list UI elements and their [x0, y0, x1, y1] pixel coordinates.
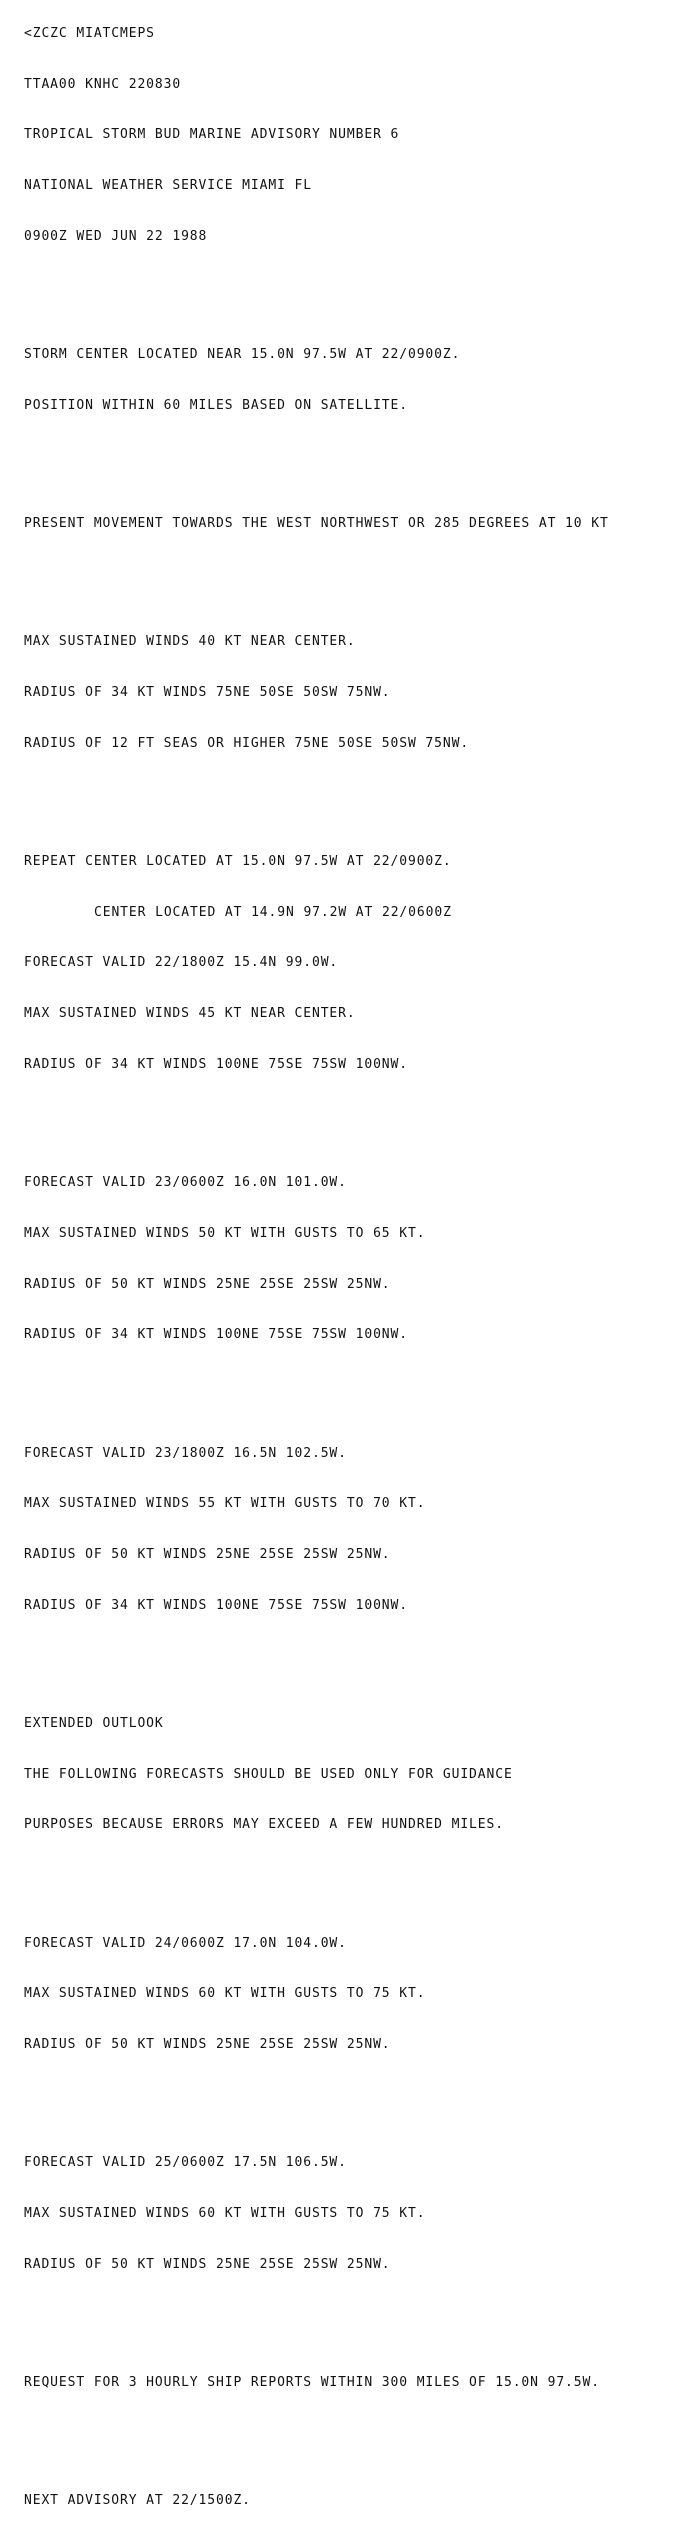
blank-line [24, 1378, 609, 1395]
blank-line [24, 2088, 609, 2105]
current-radius-seas-line: RADIUS OF 12 FT SEAS OR HIGHER 75NE 50SE 50SW 75NW. [24, 735, 470, 751]
forecast-22-1800-max-winds-line: MAX SUSTAINED WINDS 45 KT NEAR CENTER. [24, 1006, 356, 1022]
ship-reports-request-line: REQUEST FOR 3 HOURLY SHIP REPORTS WITHIN 300 MILES OF 15.0N 97.5W. [24, 2375, 600, 2391]
position-accuracy-line: POSITION WITHIN 60 MILES BASED ON SATELLITE. [24, 397, 408, 413]
forecast-25-0600-radius-50kt-line: RADIUS OF 50 KT WINDS 25NE 25SE 25SW 25NW. [24, 2256, 391, 2272]
outlook-errors-line: PURPOSES BECAUSE ERRORS MAY EXCEED A FEW HUNDRED MILES. [24, 1817, 504, 1833]
current-max-winds-line: MAX SUSTAINED WINDS 40 KT NEAR CENTER. [24, 634, 356, 650]
forecast-23-1800-valid-line: FORECAST VALID 23/1800Z 16.5N 102.5W. [24, 1445, 347, 1461]
forecast-23-0600-valid-line: FORECAST VALID 23/0600Z 16.0N 101.0W. [24, 1175, 347, 1191]
wmo-header-line: TTAA00 KNHC 220830 [24, 76, 182, 92]
forecast-23-0600-radius-34kt-line: RADIUS OF 34 KT WINDS 100NE 75SE 75SW 100NW. [24, 1327, 408, 1343]
forecast-23-1800-radius-50kt-line: RADIUS OF 50 KT WINDS 25NE 25SE 25SW 25NW. [24, 1546, 391, 1562]
prior-center-line: CENTER LOCATED AT 14.9N 97.2W AT 22/0600Z [94, 904, 452, 920]
storm-center-line: STORM CENTER LOCATED NEAR 15.0N 97.5W AT 22/0900Z. [24, 346, 461, 362]
blank-line [24, 567, 609, 584]
blank-line [24, 279, 609, 296]
routing-line: <ZCZC MIATCMEPS [24, 25, 155, 41]
blank-line [24, 2308, 609, 2325]
blank-line [24, 1648, 609, 1665]
forecast-25-0600-valid-line: FORECAST VALID 25/0600Z 17.5N 106.5W. [24, 2155, 347, 2171]
forecast-24-0600-radius-50kt-line: RADIUS OF 50 KT WINDS 25NE 25SE 25SW 25NW. [24, 2037, 391, 2053]
forecast-24-0600-valid-line: FORECAST VALID 24/0600Z 17.0N 104.0W. [24, 1935, 347, 1951]
extended-outlook-heading: EXTENDED OUTLOOK [24, 1715, 164, 1731]
forecast-23-0600-max-winds-line: MAX SUSTAINED WINDS 50 KT WITH GUSTS TO 65 KT. [24, 1225, 426, 1241]
advisory-title: TROPICAL STORM BUD MARINE ADVISORY NUMBER 6 [24, 127, 400, 143]
blank-line [24, 1108, 609, 1125]
forecast-25-0600-max-winds-line: MAX SUSTAINED WINDS 60 KT WITH GUSTS TO 75 KT. [24, 2206, 426, 2222]
repeat-center-line: REPEAT CENTER LOCATED AT 15.0N 97.5W AT 22/0900Z. [24, 853, 452, 869]
blank-line [24, 786, 609, 803]
forecast-24-0600-max-winds-line: MAX SUSTAINED WINDS 60 KT WITH GUSTS TO 75 KT. [24, 1986, 426, 2002]
forecast-23-0600-radius-50kt-line: RADIUS OF 50 KT WINDS 25NE 25SE 25SW 25NW. [24, 1276, 391, 1292]
advisory-text [24, 0, 609, 2544]
forecast-22-1800-valid-line: FORECAST VALID 22/1800Z 15.4N 99.0W. [24, 955, 339, 971]
issuing-office: NATIONAL WEATHER SERVICE MIAMI FL [24, 177, 312, 193]
next-advisory-line: NEXT ADVISORY AT 22/1500Z. [24, 2493, 251, 2509]
blank-line [24, 1868, 609, 1885]
issue-time: 0900Z WED JUN 22 1988 [24, 228, 208, 244]
present-movement-line: PRESENT MOVEMENT TOWARDS THE WEST NORTHWEST OR 285 DEGREES AT 10 KT [24, 515, 609, 531]
blank-line [24, 448, 609, 465]
outlook-guidance-line: THE FOLLOWING FORECASTS SHOULD BE USED ONLY FOR GUIDANCE [24, 1766, 513, 1782]
current-radius-34kt-line: RADIUS OF 34 KT WINDS 75NE 50SE 50SW 75NW. [24, 684, 391, 700]
forecast-23-1800-radius-34kt-line: RADIUS OF 34 KT WINDS 100NE 75SE 75SW 100NW. [24, 1597, 408, 1613]
forecast-23-1800-max-winds-line: MAX SUSTAINED WINDS 55 KT WITH GUSTS TO 70 KT. [24, 1496, 426, 1512]
forecast-22-1800-radius-34kt-line: RADIUS OF 34 KT WINDS 100NE 75SE 75SW 100NW. [24, 1056, 408, 1072]
blank-line [24, 2426, 609, 2443]
